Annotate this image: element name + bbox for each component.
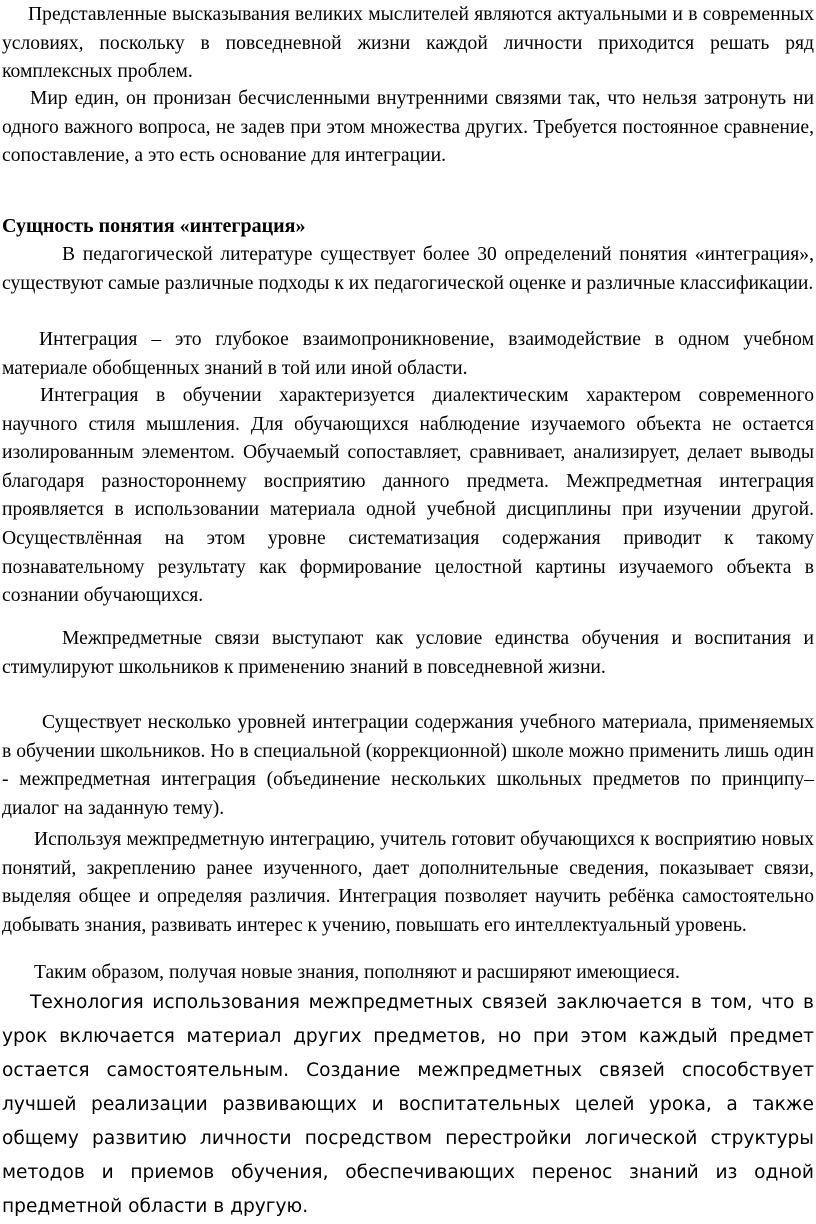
paragraph-technology: Технология использования межпредметных связей заключается в том, что в урок включается материал других предметов, но при этом каждый предмет остается самостоятельным. Создание межпредметных связей способствует лучшей реализации развивающих и воспитательных целей урока, а также общему развитию личности посредством перестройки логической структуры методов и приемов обучения, обеспечивающих перенос знаний из одной предметной области в другую. bbox=[2, 992, 814, 1217]
paragraph-world-unity: Мир един, он пронизан бесчисленными внутренними связями так, что нельзя затронуть ни одного важного вопроса, не задев при этом множества других. Требуется постоянное сравнение, сопоставление, а это есть основание для интеграции. bbox=[2, 88, 814, 167]
paragraph-relevance: Представленные высказывания великих мыслителей являются актуальными и в современных условиях, поскольку в повседневной жизни каждой личности приходится решать ряд комплексных проблем. bbox=[2, 4, 814, 83]
paragraph-integration-definition: Интеграция – это глубокое взаимопроникновение, взаимодействие в одном учебном материале обобщенных знаний в той или иной области. bbox=[2, 329, 814, 379]
paragraph-definitions: В педагогической литературе существует более 30 определений понятия «интеграция», существуют самые различные подходы к их педагогической оценке и различные классификации. bbox=[2, 244, 814, 294]
section-heading: Сущность понятия «интеграция» bbox=[2, 215, 306, 237]
paragraph-integration-levels: Существует несколько уровней интеграции содержания учебного материала, применяемых в обучении школьников. Но в специальной (коррекционной) школе можно применить лишь один - межпредметная интеграция (объединение нескольких школьных предметов по принципу–диалог на заданную тему). bbox=[2, 712, 814, 819]
paragraph-interdisciplinary-links: Межпредметные связи выступают как условие единства обучения и воспитания и стимулируют школьников к применению знаний в повседневной жизни. bbox=[2, 628, 814, 678]
paragraph-integration-in-learning: Интеграция в обучении характеризуется диалектическим характером современного научного стиля мышления. Для обучающихся наблюдение изучаемого объекта не остается изолированным элементом. Обучаемый сопоставляет, сравнивает, анализирует, делает выводы благодаря разностороннему восприятию данного предмета. Межпредметная интеграция проявляется в использовании материала одной учебной дисциплины при изучении другой. Осуществлённая на этом уровне систематизация содержания приводит к такому познавательному результату как формирование целостной картины изучаемого объекта в сознании обучающихся. bbox=[2, 385, 814, 607]
paragraph-conclusion: Таким образом, получая новые знания, пополняют и расширяют имеющиеся. bbox=[34, 962, 680, 983]
paragraph-teacher-usage: Используя межпредметную интеграцию, учитель готовит обучающихся к восприятию новых понятий, закреплению ранее изученного, дает дополнительные сведения, показывает связи, выделяя общее и определяя различия. Интеграция позволяет научить ребёнка самостоятельно добывать знания, развивать интерес к учению, повышать его интеллектуальный уровень. bbox=[2, 829, 814, 936]
